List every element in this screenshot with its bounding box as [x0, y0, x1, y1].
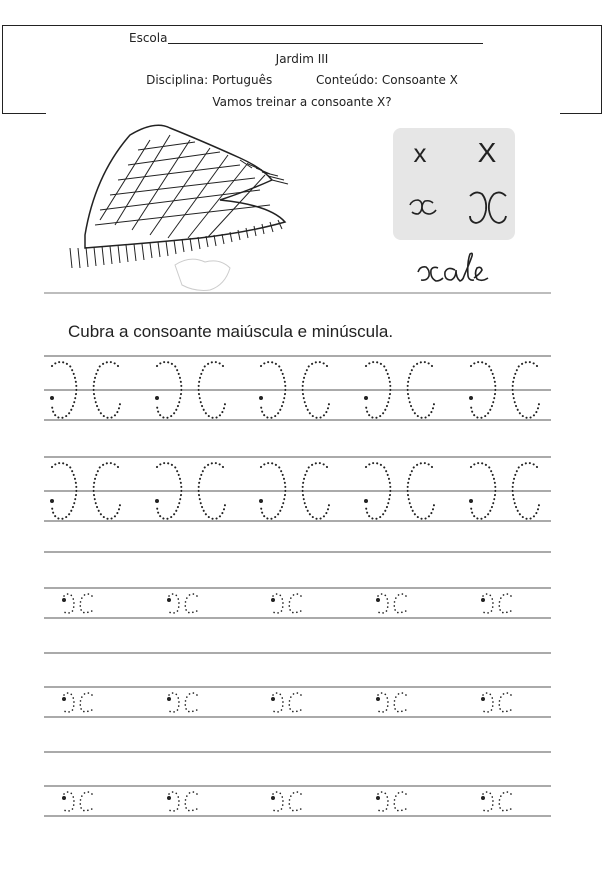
trace-lowercase-x[interactable]: [64, 792, 74, 811]
instruction-text: Cubra a consoante maiúscula e minúscula.: [68, 322, 394, 341]
start-dot: [62, 796, 66, 800]
trace-lowercase-x[interactable]: [64, 594, 74, 613]
start-dot: [259, 396, 263, 400]
trace-lowercase-x[interactable]: [289, 693, 303, 712]
trace-lowercase-x[interactable]: [185, 792, 199, 811]
word-label: xale: [450, 290, 453, 291]
print-uppercase-x: X: [477, 137, 497, 168]
trace-lowercase-x[interactable]: [80, 792, 94, 811]
start-dot: [481, 796, 485, 800]
start-dot: [376, 697, 380, 701]
start-dot: [167, 796, 171, 800]
trace-lowercase-x[interactable]: [80, 693, 94, 712]
trace-lowercase-x[interactable]: [394, 693, 408, 712]
trace-lowercase-x[interactable]: [483, 594, 493, 613]
start-dot: [364, 499, 368, 503]
start-dot: [50, 499, 54, 503]
start-dot: [481, 697, 485, 701]
trace-lowercase-x[interactable]: [394, 792, 408, 811]
trace-lowercase-x[interactable]: [80, 594, 94, 613]
start-dot: [469, 396, 473, 400]
trace-lowercase-x[interactable]: [169, 792, 179, 811]
class-label: Jardim III: [275, 52, 329, 66]
trace-lowercase-x[interactable]: [273, 693, 283, 712]
content-label: Conteúdo: Consoante X: [316, 73, 458, 87]
start-dot: [155, 499, 159, 503]
trace-lowercase-x[interactable]: [499, 792, 513, 811]
start-dot: [259, 499, 263, 503]
trace-lowercase-x[interactable]: [169, 693, 179, 712]
school-label: Escola: [129, 31, 168, 45]
trace-lowercase-x[interactable]: [483, 693, 493, 712]
prompt-text: Vamos treinar a consoante X?: [212, 95, 392, 109]
trace-lowercase-x[interactable]: [499, 594, 513, 613]
trace-lowercase-x[interactable]: [169, 594, 179, 613]
trace-lowercase-x[interactable]: [273, 792, 283, 811]
trace-lowercase-x[interactable]: [378, 693, 388, 712]
start-dot: [167, 598, 171, 602]
start-dot: [376, 598, 380, 602]
print-lowercase-x: x: [413, 138, 427, 168]
trace-lowercase-x[interactable]: [378, 594, 388, 613]
trace-lowercase-x[interactable]: [499, 693, 513, 712]
start-dot: [62, 697, 66, 701]
trace-lowercase-x[interactable]: [289, 792, 303, 811]
start-dot: [62, 598, 66, 602]
trace-lowercase-x[interactable]: [185, 594, 199, 613]
trace-lowercase-x[interactable]: [289, 594, 303, 613]
start-dot: [155, 396, 159, 400]
start-dot: [376, 796, 380, 800]
start-dot: [469, 499, 473, 503]
start-dot: [271, 697, 275, 701]
trace-lowercase-x[interactable]: [185, 693, 199, 712]
start-dot: [271, 598, 275, 602]
discipline-label: Disciplina: Português: [146, 73, 273, 87]
start-dot: [271, 796, 275, 800]
trace-lowercase-x[interactable]: [394, 594, 408, 613]
start-dot: [50, 396, 54, 400]
start-dot: [481, 598, 485, 602]
trace-lowercase-x[interactable]: [273, 594, 283, 613]
start-dot: [167, 697, 171, 701]
trace-lowercase-x[interactable]: [483, 792, 493, 811]
trace-lowercase-x[interactable]: [378, 792, 388, 811]
start-dot: [364, 396, 368, 400]
trace-lowercase-x[interactable]: [64, 693, 74, 712]
